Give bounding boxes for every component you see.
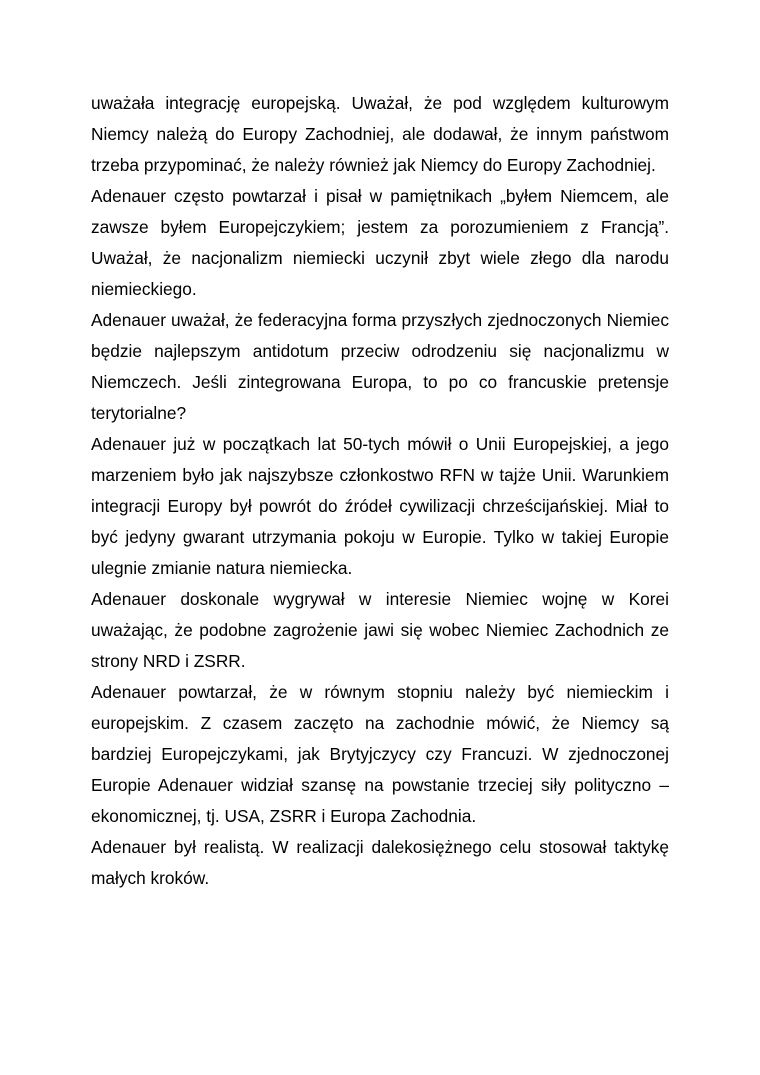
paragraph: Adenauer powtarzał, że w równym stopniu należy być niemieckim i europejskim. Z czasem zaczęto na zachodnie mówić, że Niemcy są bardziej Europejczykami, jak Brytyjczycy czy Francuzi. W zjednoczonej Europie Adenauer widział szansę na powstanie trzeciej siły polityczno – ekonomicznej, tj. USA, ZSRR i Europa Zachodnia. [91,682,669,826]
paragraph: Adenauer już w początkach lat 50-tych mówił o Unii Europejskiej, a jego marzeniem było jak najszybsze członkostwo RFN w tajże Unii. Warunkiem integracji Europy był powrót do źródeł cywilizacji chrześcijańskiej. Miał to być jedyny gwarant utrzymania pokoju w Europie. Tylko w takiej Europie ulegnie zmianie natura niemiecka. [91,434,669,578]
paragraph: Adenauer był realistą. W realizacji dalekosiężnego celu stosował taktykę małych kroków. [91,837,669,888]
document-body [91,88,669,894]
paragraph: Adenauer często powtarzał i pisał w pamiętnikach „byłem Niemcem, ale zawsze byłem Europejczykiem; jestem za porozumieniem z Francją”. Uważał, że nacjonalizm niemiecki uczynił zbyt wiele złego dla narodu niemieckiego. [91,186,669,299]
paragraph: uważała integrację europejską. Uważał, że pod względem kulturowym Niemcy należą do Europy Zachodniej, ale dodawał, że innym państwom trzeba przypominać, że należy również jak Niemcy do Europy Zachodniej. [91,93,669,175]
paragraph: Adenauer uważał, że federacyjna forma przyszłych zjednoczonych Niemiec będzie najlepszym antidotum przeciw odrodzeniu się nacjonalizmu w Niemczech. Jeśli zintegrowana Europa, to po co francuskie pretensje terytorialne? [91,310,669,423]
paragraph: Adenauer doskonale wygrywał w interesie Niemiec wojnę w Korei uważając, że podobne zagrożenie jawi się wobec Niemiec Zachodnich ze strony NRD i ZSRR. [91,589,669,671]
